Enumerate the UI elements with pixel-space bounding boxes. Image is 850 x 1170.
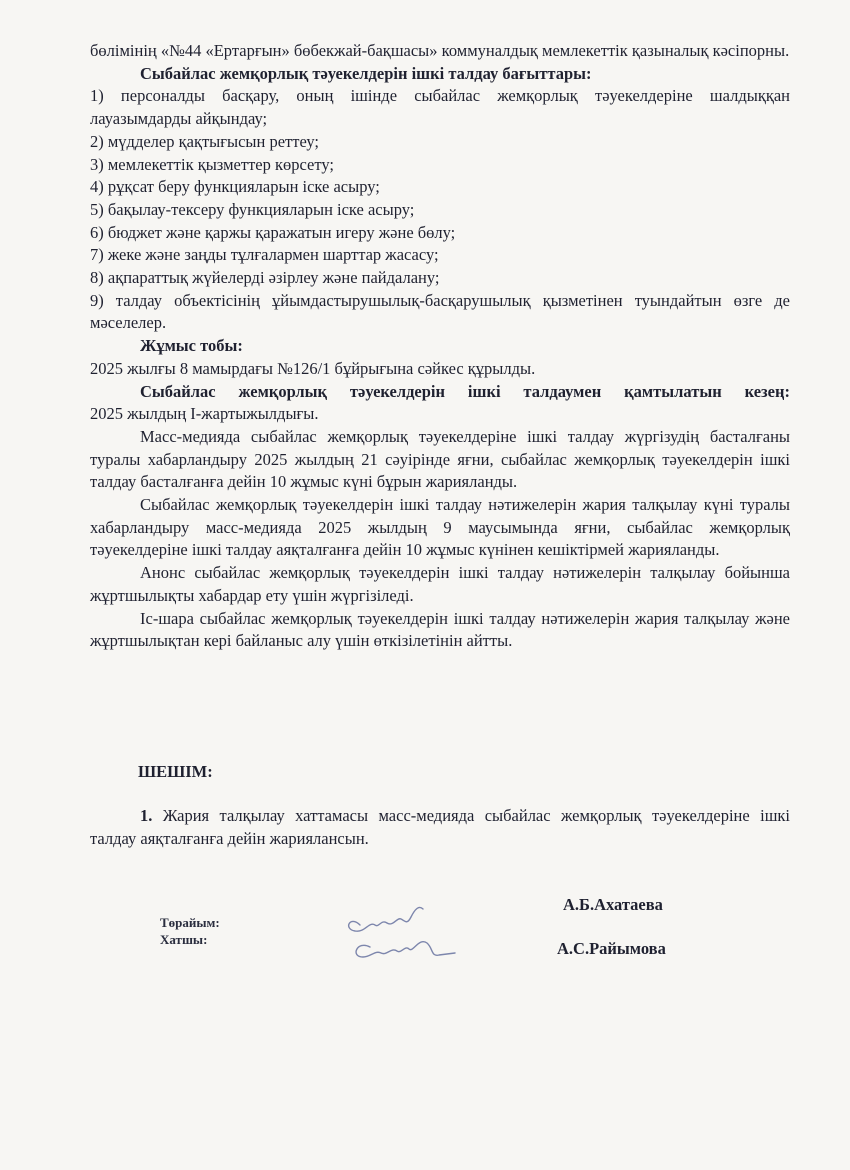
intro-paragraph: бөлімінің «№44 «Ертарғын» бөбекжай-бақшасы» коммуналдық мемлекеттік қазыналық кәсіпорны. (90, 41, 790, 60)
direction-item: 2) мүдделер қақтығысын реттеу; (90, 131, 320, 151)
workgroup-text: 2025 жылғы 8 мамырдағы №126/1 бұйрығына сәйкес құрылды. (90, 358, 536, 378)
direction-item: 1) персоналды басқару, оның ішінде сыбайлас жемқорлық тәуекелдеріне шалдыққан лауазымдарды айқындау; (90, 86, 790, 129)
body-paragraph: Сыбайлас жемқорлық тәуекелдерін ішкі талдау нәтижелерін жария талқылау күні туралы хабарландыру масс-медияда 2025 жылдың 9 маусымында яғни, сыбайлас жемқорлық тәуекелдеріне ішкі талдау аяқталғанға дейін 10 жұмыс күнінен кешіктірмей жарияланды. (90, 495, 790, 560)
decision-heading: ШЕШІМ: (138, 762, 213, 781)
directions-heading: Сыбайлас жемқорлық тәуекелдерін ішкі талдау бағыттары: (140, 63, 592, 83)
body-paragraph: Масс-медияда сыбайлас жемқорлық тәуекелдеріне ішкі талдау жүргізудің басталғаны туралы хабарландыру 2025 жылдың 21 сәуірінде яғни, сыбайлас жемқорлық тәуекелдерін ішкі талдау басталғанға дейін 10 жұмыс күні бұрын жарияланды. (90, 426, 790, 492)
direction-item: 7) жеке және заңды тұлғалармен шарттар жасасу; (90, 245, 439, 265)
decision-item (90, 805, 790, 850)
secretary-label: Хатшы: (160, 932, 208, 947)
handwritten-signature (335, 895, 465, 975)
direction-item: 8) ақпараттық жүйелерді әзірлеу және пайдалану; (90, 268, 440, 288)
period-text: 2025 жылдың І-жартыжылдығы. (90, 404, 319, 424)
direction-item: 5) бақылау-тексеру функцияларын іске асыру; (90, 199, 415, 219)
chair-label: Төрайым: (160, 915, 220, 930)
workgroup-heading: Жұмыс тобы: (140, 336, 243, 356)
direction-item: 9) талдау объектісінің ұйымдастырушылық-басқарушылық қызметінен туындайтын өзге де мәселелер. (90, 290, 790, 333)
body-paragraph: Анонс сыбайлас жемқорлық тәуекелдерін ішкі талдау нәтижелерін талқылау бойынша жұртшылықты хабардар ету үшін жүргізіледі. (90, 563, 790, 605)
direction-item: 4) рұқсат беру функцияларын іске асыру; (90, 177, 380, 197)
document-body (90, 40, 790, 653)
direction-item: 6) бюджет және қаржы қаражатын игеру және бөлу; (90, 222, 456, 242)
direction-item: 3) мемлекеттік қызметтер көрсету; (90, 154, 334, 174)
chair-name: А.Б.Ахатаева (563, 895, 663, 914)
body-paragraph: Іс-шара сыбайлас жемқорлық тәуекелдерін ішкі талдау нәтижелерін жария талқылау және жұртшылықтан кері байланыс алу үшін өткізілетінін айтты. (90, 608, 790, 651)
secretary-name: А.С.Райымова (557, 939, 666, 958)
decision-text: Жария талқылау хаттамасы масс-медияда сыбайлас жемқорлық тәуекелдеріне ішкі талдау аяқталғанға дейін жариялансын. (90, 806, 791, 848)
decision-number: 1. (140, 806, 153, 825)
period-heading: Сыбайлас жемқорлық тәуекелдерін ішкі талдаумен қамтылатын кезең: (140, 381, 790, 401)
